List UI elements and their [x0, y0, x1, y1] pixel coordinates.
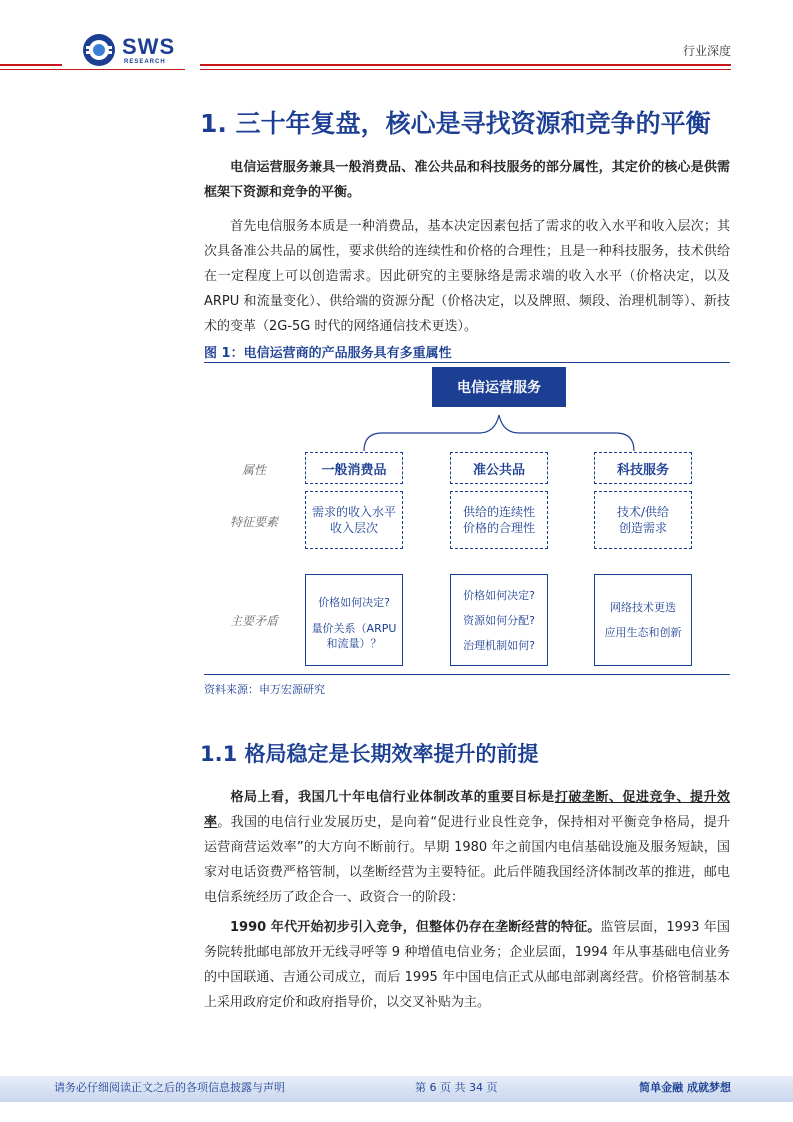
figure-title: 图 1：电信运营商的产品服务具有多重属性: [204, 346, 452, 361]
paragraph-body: [204, 214, 730, 339]
lead-text: 格局上看，我国几十年电信行业体制改革的重要目标是: [230, 790, 555, 805]
footer-disclaimer: 请务必仔细阅读正文之后的各项信息披露与声明: [54, 1081, 285, 1094]
feature-text: 需求的收入水平: [311, 505, 396, 519]
paragraph-summary: [204, 155, 730, 205]
header-rule-thin: [200, 69, 731, 70]
paragraph-1990s: [204, 915, 730, 1015]
feature-box-consumer: [305, 491, 403, 549]
feature-box-public: [450, 491, 548, 549]
issue-text: 和流量）？: [326, 636, 382, 650]
row-label-issue: 主要矛盾: [229, 614, 278, 628]
feature-text: 创造需求: [618, 521, 667, 535]
issue-text: 价格如何决定?: [318, 595, 390, 609]
figure-rule-bottom: [204, 674, 730, 675]
highlight-text: 打破垄断、促进竞争、提升效: [554, 790, 730, 805]
feature-text: 供给的连续性: [462, 505, 535, 519]
lead-text: 1990 年代开始初步引入竞争，但整体仍存在垄断经营的特征。: [230, 920, 601, 935]
header-rule-thin: [0, 69, 185, 70]
summary-text: 电信运营服务兼具一般消费品、准公共品和科技服务的部分属性，其定价的核心是供需框架下资源和竞争的平衡。: [204, 160, 730, 200]
feature-text: 价格的合理性: [462, 521, 535, 535]
category-tech-services: 科技服务: [594, 452, 692, 484]
feature-text: 技术/供给: [616, 505, 670, 519]
attribute-diagram: [204, 363, 730, 674]
issue-box-consumer: [305, 574, 403, 666]
row-label-attribute: 属性: [241, 463, 266, 477]
subsection-heading: 1.1 格局稳定是长期效率提升的前提: [200, 742, 539, 766]
feature-box-tech: [594, 491, 692, 549]
category-consumer-goods: 一般消费品: [305, 452, 403, 484]
company-logo: [82, 33, 182, 73]
issue-text: 价格如何决定?: [463, 588, 535, 602]
body-text: 监管层面，1993 年国务院转批邮电部放开无线寻呼等 9 种增值电信业务；企业层面，1994 年从事基础电信业务的中国联通、吉通公司成立，而后 1995 年中国电信正式从邮电部剥离经营。价格管制基本上采用政府定价和政府指导价，以交叉补贴为主。: [204, 920, 730, 1010]
row-label-feature: 特征要素: [229, 515, 278, 529]
logo-subtext: RESEARCH: [124, 59, 166, 65]
root-node: 电信运营服务: [432, 367, 566, 407]
section-heading: 1. 三十年复盘，核心是寻找资源和竞争的平衡: [200, 109, 711, 138]
highlight-text: 率: [204, 815, 218, 830]
issue-text: 资源如何分配?: [463, 613, 535, 627]
document-type: 行业深度: [682, 44, 731, 58]
paragraph-structure: [204, 785, 730, 910]
issue-box-public: [450, 574, 548, 666]
header-rule: [200, 64, 731, 66]
page-number: 第 6 页 共 34 页: [415, 1081, 498, 1094]
footer-slogan: 简单金融 成就梦想: [639, 1081, 731, 1094]
issue-text: 应用生态和创新: [604, 626, 682, 639]
figure-source: 资料来源：申万宏源研究: [204, 683, 325, 696]
issue-text: 量价关系（ARPU: [311, 621, 397, 635]
issue-text: 治理机制如何?: [463, 638, 535, 652]
header-rule: [0, 64, 62, 66]
issue-text: 网络技术更迭: [610, 601, 676, 614]
issue-box-tech: [594, 574, 692, 666]
body-text: 首先电信服务本质是一种消费品，基本决定因素包括了需求的收入水平和收入层次；其次具备准公共品的属性，要求供给的连续性和价格的合理性；且是一种科技服务，技术供给在一定程度上可以创造需求。因此研究的主要脉络是需求端的收入水平（价格决定，以及 ARPU 和流量变化）、供给端的资源分配（价格决定，以及牌照、频段、治理机制等）、新技术的变革（2G-5G 时代的网络通信技术更迭）。: [204, 219, 730, 334]
body-text: 。我国的电信行业发展历史，是向着“促进行业良性竞争，保持相对平衡竞争格局，提升运营商营运效率”的大方向不断前行。早期 1980 年之前国内电信基础设施及服务短缺，国家对电话资费严格管制，以垄断经营为主要特征。此后伴随我国经济体制改革的推进，邮电电信系统经历了政企合一、政资合一的阶段：: [204, 815, 730, 905]
logo-text: SWS: [122, 34, 176, 59]
sws-logo-icon: [82, 33, 116, 67]
category-quasi-public-goods: 准公共品: [450, 452, 548, 484]
feature-text: 收入层次: [329, 521, 378, 535]
